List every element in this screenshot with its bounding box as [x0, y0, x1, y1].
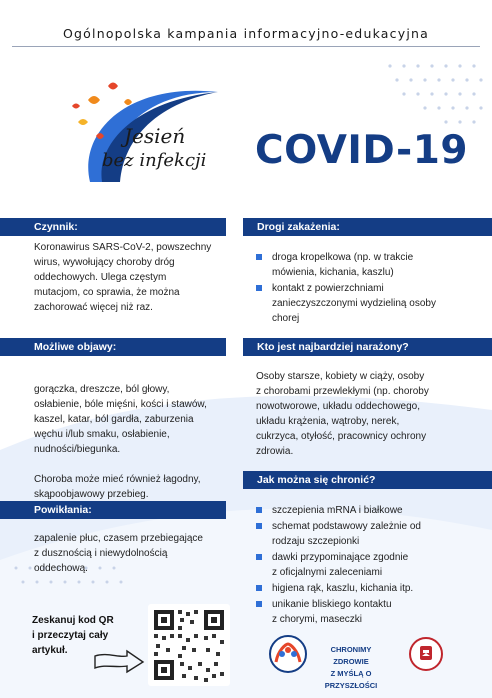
text-line: układu krążenia, wątroby, nerek,	[256, 416, 400, 427]
text-line: węchu i/lub smaku, osłabienie,	[34, 429, 170, 440]
text-line: z oficjalnymi zaleceniami	[272, 567, 383, 578]
text-line: zachorować więcej niż raz.	[34, 302, 153, 313]
text-line: Choroba może mieć również łagodny,	[34, 474, 201, 485]
text-line: i przeczytaj cały	[32, 630, 109, 641]
text-line: kontakt z powierzchniami	[272, 283, 384, 294]
text-line: CHRONIMY ZDROWIE	[330, 645, 372, 666]
text-line: oddechowych. Ulega częstym	[34, 272, 167, 283]
campaign-logo	[68, 72, 238, 192]
footer-slogan	[312, 644, 390, 692]
text-line: zdrowia.	[256, 446, 294, 457]
section-body-objawy	[34, 382, 244, 502]
section-heading-czynnik: Czynnik:	[0, 218, 226, 236]
text-line: kaszel, katar, ból gardła, zaburzenia	[34, 414, 194, 425]
text-line: mówienia, kichania, kaszlu)	[272, 267, 394, 278]
text-line: z chorymi, maseczki	[272, 614, 363, 625]
logo-text-line2: bez infekcji	[102, 150, 207, 171]
section-heading-objawy: Możliwe objawy:	[0, 338, 226, 356]
text-line: nudności/biegunka.	[34, 444, 121, 455]
section-body-czynnik	[34, 240, 234, 315]
text-line: gorączka, dreszcze, ból głowy,	[34, 384, 170, 395]
text-line: Z MYŚLĄ O PRZYSZŁOŚCI	[324, 669, 378, 690]
campaign-emblem-icon	[268, 634, 308, 674]
list-item	[256, 281, 484, 326]
text-line: zanieczyszczonymi wydzieliną osoby	[272, 298, 436, 309]
text-line: nowotworowe, układu oddechowego,	[256, 401, 420, 412]
text-line: zapalenie płuc, czasem przebiegające	[34, 533, 203, 544]
section-body-chronic	[256, 503, 484, 628]
campaign-title: Ogólnopolska kampania informacyjno-edukacyjna	[63, 26, 429, 41]
section-heading-narazony: Kto jest najbardziej narażony?	[243, 338, 492, 356]
list-item	[256, 550, 484, 580]
text-line: dawki przypominające zgodnie	[272, 552, 409, 563]
section-body-drogi	[256, 250, 484, 327]
text-line: z chorobami przewlekłymi (np. choroby	[256, 386, 429, 397]
section-heading-chronic: Jak można się chronić?	[243, 471, 492, 489]
qr-code-icon	[148, 604, 230, 686]
text-line: Koronawirus SARS-CoV-2, powszechny	[34, 242, 212, 253]
title-divider	[12, 46, 480, 47]
text-line: schemat podstawowy zależnie od	[272, 521, 421, 532]
list-item	[256, 597, 484, 627]
text-line: artykuł.	[32, 645, 68, 656]
section-heading-drogi: Drogi zakażenia:	[243, 218, 492, 236]
text-line: unikanie bliskiego kontaktu	[272, 599, 392, 610]
text-line: Zeskanuj kod QR	[32, 615, 114, 626]
qr-code[interactable]	[148, 604, 230, 686]
arrow-right-icon	[93, 648, 145, 674]
list-item	[256, 250, 484, 280]
list-item	[256, 503, 484, 518]
text-line: mutacjom, co sprawia, że można	[34, 287, 180, 298]
text-line: osłabienie, bóle mięśni, kości i stawów,	[34, 399, 207, 410]
section-body-narazony	[256, 369, 484, 459]
section-body-powiklania	[34, 531, 244, 576]
text-line: cukrzyca, otyłość, pracownicy ochrony	[256, 431, 427, 442]
logo-text-line1: Jesień	[124, 124, 186, 148]
text-line: skąpoobjawowy przebieg.	[34, 489, 149, 500]
list-item	[256, 519, 484, 549]
section-heading-powiklania: Powikłania:	[0, 501, 226, 519]
text-line: chorej	[272, 313, 300, 324]
text-line: wirus, wywołujący choroby dróg	[34, 257, 175, 268]
text-line: szczepienia mRNA i białkowe	[272, 505, 403, 516]
list-item	[256, 581, 484, 596]
main-title: COVID-19	[255, 128, 468, 173]
text-line: rodzaju szczepionki	[272, 536, 360, 547]
text-line: higiena rąk, kaszlu, kichania itp.	[272, 583, 414, 594]
health-ministry-emblem-icon	[408, 636, 444, 672]
text-line: droga kropelkowa (np. w trakcie	[272, 252, 414, 263]
spacer	[34, 457, 244, 472]
text-line: oddechową.	[34, 563, 88, 574]
text-line: Osoby starsze, kobiety w ciąży, osoby	[256, 371, 425, 382]
text-line: z dusznością i niewydolnością	[34, 548, 168, 559]
